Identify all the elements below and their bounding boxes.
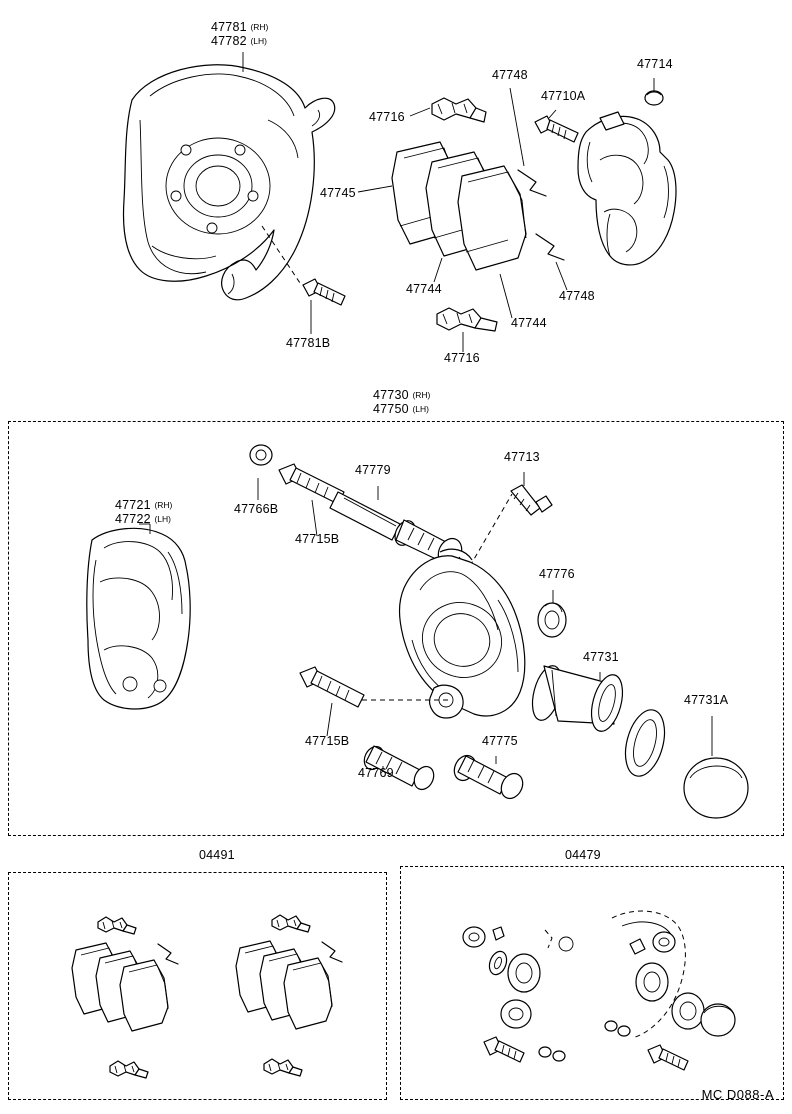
part-label-47748-lower: 47748 bbox=[559, 289, 595, 303]
bleeder-cap bbox=[645, 91, 663, 105]
part-label-47730: 47730 (RH) bbox=[373, 388, 431, 402]
part-label-47769: 47769 bbox=[358, 766, 394, 780]
group-label-04479: 04479 bbox=[565, 848, 601, 862]
part-label-47775: 47775 bbox=[482, 734, 518, 748]
part-label-47731A: 47731A bbox=[684, 693, 729, 707]
cylinder-kit-group-box bbox=[400, 866, 784, 1100]
part-label-47731: 47731 bbox=[583, 650, 619, 664]
part-label-47766B: 47766B bbox=[234, 502, 279, 516]
part-label-47748-upper: 47748 bbox=[492, 68, 528, 82]
anti-rattle-spring-lower bbox=[536, 234, 564, 260]
caliper-mounting-bolt bbox=[535, 116, 578, 142]
group-label-04491: 04491 bbox=[199, 848, 235, 862]
part-label-47714: 47714 bbox=[637, 57, 673, 71]
part-label-47776: 47776 bbox=[539, 567, 575, 581]
caliper-assembly-top bbox=[578, 112, 676, 265]
part-label-47715B-lower: 47715B bbox=[305, 734, 350, 748]
part-label-47715B-upper: 47715B bbox=[295, 532, 340, 546]
part-label-47716-upper: 47716 bbox=[369, 110, 405, 124]
part-label-47782: 47782 (LH) bbox=[211, 34, 267, 48]
part-label-47779: 47779 bbox=[355, 463, 391, 477]
pad-kit-group-box bbox=[8, 872, 387, 1100]
caliper-assembly-group-box bbox=[8, 421, 784, 836]
part-label-47750: 47750 (LH) bbox=[373, 402, 429, 416]
pad-clip-lower bbox=[437, 308, 497, 331]
pad-clip-upper bbox=[432, 98, 486, 122]
part-label-47721: 47721 (RH) bbox=[115, 498, 173, 512]
part-label-47745: 47745 bbox=[320, 186, 356, 200]
anti-rattle-spring-upper bbox=[518, 170, 546, 196]
backing-plate-bolt bbox=[303, 279, 345, 305]
part-label-47710A: 47710A bbox=[541, 89, 586, 103]
part-label-47744-left: 47744 bbox=[406, 282, 442, 296]
brake-pad-inner bbox=[458, 166, 526, 270]
part-label-47713: 47713 bbox=[504, 450, 540, 464]
part-label-47722: 47722 (LH) bbox=[115, 512, 171, 526]
part-label-47781B: 47781B bbox=[286, 336, 331, 350]
part-label-47716-lower: 47716 bbox=[444, 351, 480, 365]
part-label-47781: 47781 (RH) bbox=[211, 20, 269, 34]
part-label-47744-right: 47744 bbox=[511, 316, 547, 330]
diagram-footer-code: MC D088-A bbox=[701, 1087, 774, 1102]
backing-plate-part bbox=[124, 65, 335, 300]
